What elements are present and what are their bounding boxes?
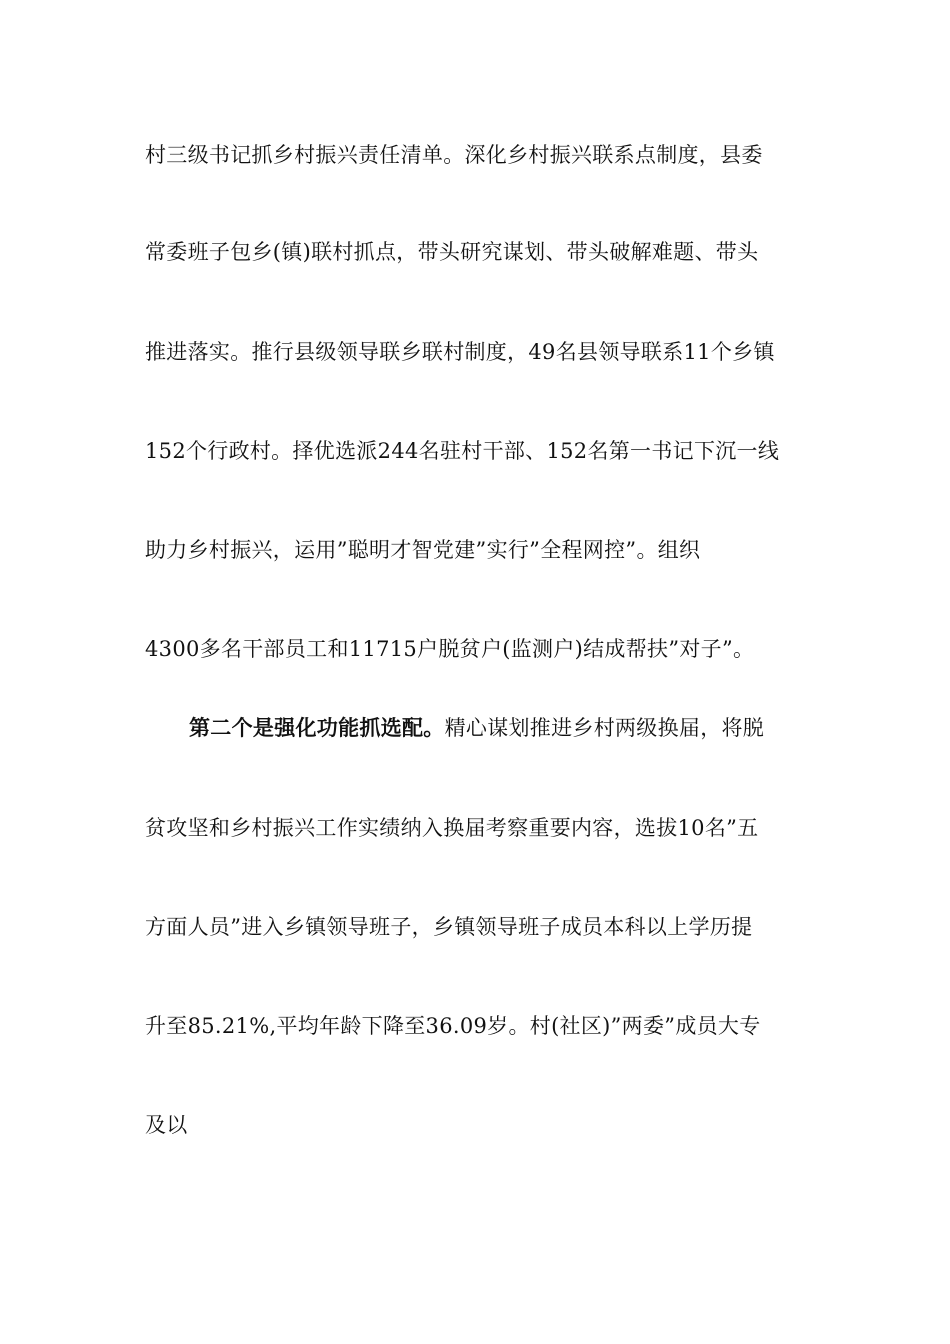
body-text-line: 方面人员”进入乡镇领导班子，乡镇领导班子成员本科以上学历提 xyxy=(145,915,753,939)
body-text-line: 助力乡村振兴，运用”聪明才智党建”实行”全程网控”。组织 xyxy=(145,538,701,562)
body-text-line: 常委班子包乡(镇)联村抓点，带头研究谋划、带头破解难题、带头 xyxy=(145,240,759,264)
body-text-line: 及以 xyxy=(145,1113,188,1137)
body-text-line: 4300多名干部员工和11715户脱贫户(监测户)结成帮扶”对子”。 xyxy=(145,637,755,661)
body-text-line: 升至85.21%,平均年龄下降至36.09岁。村(社区)”两委”成员大专 xyxy=(145,1014,761,1038)
section-heading: 第二个是强化功能抓选配。 xyxy=(189,715,445,740)
body-text: 精心谋划推进乡村两级换届，将脱 xyxy=(444,716,765,740)
body-text-line: 村三级书记抓乡村振兴责任清单。深化乡村振兴联系点制度，县委 xyxy=(145,143,763,167)
body-text-line: 推进落实。推行县级领导联乡联村制度，49名县领导联系11个乡镇 xyxy=(145,340,775,364)
body-text-line: 贫攻坚和乡村振兴工作实绩纳入换届考察重要内容，选拔10名”五 xyxy=(145,816,759,840)
body-text-line: 152个行政村。择优选派244名驻村干部、152名第一书记下沉一线 xyxy=(145,439,780,463)
paragraph-line xyxy=(189,713,829,743)
